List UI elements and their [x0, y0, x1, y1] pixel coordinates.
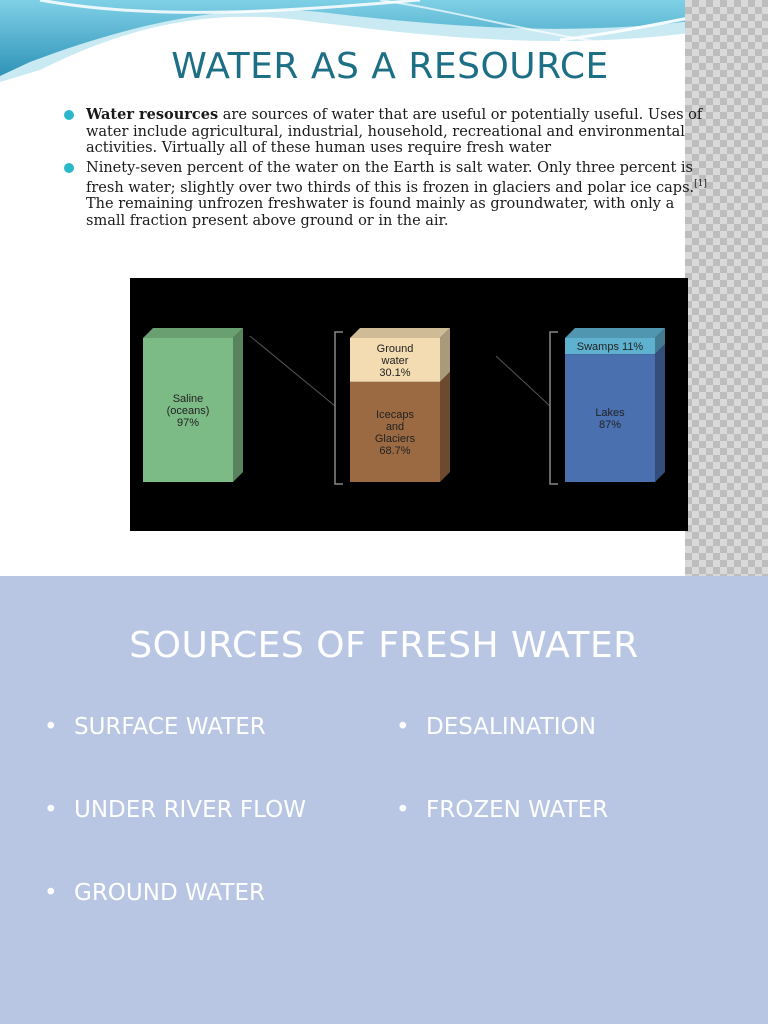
source-label: GROUND WATER	[74, 880, 265, 906]
segment-label-line: 97%	[176, 417, 200, 429]
source-item	[44, 797, 306, 823]
bullet-text: are sources of water that are useful or potentially useful. Uses of water include agricultural, industrial, household, recreational and environmental activities. Virtually all of these human uses require fresh water	[86, 107, 703, 156]
bar-top	[143, 328, 243, 338]
bullet-icon: •	[44, 797, 58, 823]
segment-label	[375, 409, 416, 457]
slide-sources-fresh-water	[0, 576, 768, 1024]
bullet-icon: •	[44, 880, 58, 906]
citation-link[interactable]: [1]	[694, 179, 707, 189]
source-label: DESALINATION	[426, 714, 596, 740]
segment-label	[577, 341, 644, 353]
bracket	[550, 332, 558, 484]
connector-line	[496, 356, 550, 406]
slide-title: WATER AS A RESOURCE	[171, 46, 609, 87]
segment-label-line: Icecaps	[376, 408, 414, 421]
bullet-item	[64, 160, 714, 230]
source-item	[44, 714, 266, 740]
segment-label-line: Glaciers	[374, 432, 416, 445]
source-item	[396, 714, 596, 740]
segment-label-line: water	[381, 354, 409, 367]
segment-label-line: Ground	[376, 342, 414, 355]
bar-top	[350, 328, 450, 338]
segment-label-line: Swamps 11%	[576, 341, 644, 354]
chart-canvas	[130, 278, 688, 531]
water-distribution-chart	[130, 278, 688, 531]
source-item	[396, 797, 608, 823]
bullet-text: The remaining unfrozen freshwater is found mainly as groundwater, with only a small fraction present above ground or in the air.	[86, 196, 675, 229]
segment-label-line: 30.1%	[379, 366, 411, 379]
bullet-item	[64, 107, 714, 157]
segment-label	[377, 343, 414, 379]
bullet-icon: •	[396, 797, 410, 823]
bullet-icon: •	[396, 714, 410, 740]
segment-label-line: and	[385, 420, 405, 433]
source-item	[44, 880, 265, 906]
bullet-text: Ninety-seven percent of the water on the Earth is salt water. Only three percent is fresh water; slightly over two thirds of this is frozen in glaciers and polar ice caps.	[86, 159, 695, 196]
bullet-icon: •	[44, 714, 58, 740]
segment-label-line: (oceans)	[166, 405, 210, 417]
segment-label-line: Lakes	[595, 407, 625, 420]
term-water-resources: Water resources	[86, 106, 219, 123]
side-pattern-decoration	[685, 0, 768, 576]
connector-line	[250, 336, 335, 406]
segment-label-line: 68.7%	[379, 444, 411, 457]
bullet-dot-icon	[64, 110, 74, 120]
segment-label-line: 87%	[598, 419, 622, 432]
segment-label	[595, 407, 625, 431]
bracket	[335, 332, 343, 484]
source-label: UNDER RIVER FLOW	[74, 797, 306, 823]
bullet-list	[64, 107, 714, 232]
source-label: FROZEN WATER	[426, 797, 609, 823]
source-label: SURFACE WATER	[74, 714, 266, 740]
bar-side	[655, 344, 665, 482]
bullet-dot-icon	[64, 163, 74, 173]
slide-title-2: SOURCES OF FRESH WATER	[129, 625, 639, 666]
bar-top	[565, 328, 665, 338]
bar-side	[233, 328, 243, 482]
segment-label-line: Saline	[172, 393, 204, 405]
bar-side	[440, 372, 450, 482]
